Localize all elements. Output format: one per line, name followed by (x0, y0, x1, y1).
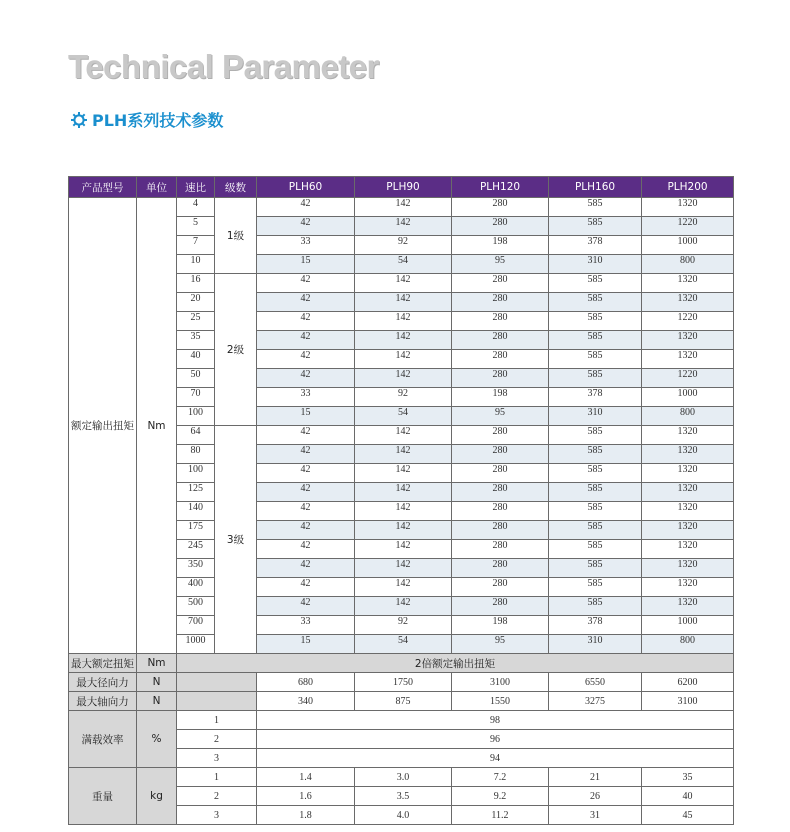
radial-force-blank (177, 673, 257, 692)
torque-value: 1320 (642, 445, 734, 464)
torque-value: 1000 (642, 236, 734, 255)
max-torque-row (69, 654, 734, 673)
torque-value: 42 (257, 445, 355, 464)
torque-value: 585 (549, 274, 642, 293)
torque-value: 280 (452, 559, 549, 578)
torque-value: 585 (549, 502, 642, 521)
torque-value: 280 (452, 312, 549, 331)
torque-value: 198 (452, 236, 549, 255)
torque-value: 585 (549, 217, 642, 236)
torque-value: 1220 (642, 217, 734, 236)
ratio-cell: 35 (177, 331, 215, 350)
torque-value: 1220 (642, 369, 734, 388)
ratio-cell: 16 (177, 274, 215, 293)
ratio-cell: 175 (177, 521, 215, 540)
ratio-cell: 70 (177, 388, 215, 407)
torque-value: 54 (355, 635, 452, 654)
torque-value: 33 (257, 388, 355, 407)
torque-value: 142 (355, 464, 452, 483)
radial-force-label: 最大径向力 (69, 673, 137, 692)
efficiency-row (69, 711, 734, 730)
max-torque-unit: Nm (137, 654, 177, 673)
torque-value: 42 (257, 540, 355, 559)
torque-value: 1220 (642, 312, 734, 331)
torque-value: 585 (549, 540, 642, 559)
radial-force-value: 6550 (549, 673, 642, 692)
ratio-cell: 5 (177, 217, 215, 236)
section-title-text: PLH系列技术参数 (92, 111, 224, 130)
weight-unit: kg (137, 768, 177, 825)
torque-value: 1320 (642, 350, 734, 369)
torque-value: 585 (549, 597, 642, 616)
efficiency-stage: 3 (177, 749, 257, 768)
weight-stage: 1 (177, 768, 257, 787)
torque-value: 800 (642, 635, 734, 654)
efficiency-unit: % (137, 711, 177, 768)
torque-value: 1000 (642, 388, 734, 407)
ratio-cell: 7 (177, 236, 215, 255)
torque-value: 280 (452, 350, 549, 369)
torque-value: 92 (355, 616, 452, 635)
torque-value: 800 (642, 255, 734, 274)
efficiency-value: 94 (257, 749, 734, 768)
torque-value: 15 (257, 635, 355, 654)
torque-value: 142 (355, 312, 452, 331)
torque-value: 585 (549, 350, 642, 369)
ratio-cell: 64 (177, 426, 215, 445)
header-unit: 单位 (137, 177, 177, 198)
axial-force-blank (177, 692, 257, 711)
torque-value: 310 (549, 255, 642, 274)
torque-value: 15 (257, 407, 355, 426)
axial-force-value: 3275 (549, 692, 642, 711)
torque-value: 378 (549, 616, 642, 635)
torque-value: 142 (355, 559, 452, 578)
stage-label: 3级 (215, 426, 257, 654)
header-model: 产品型号 (69, 177, 137, 198)
parameter-table (68, 176, 734, 825)
torque-value: 54 (355, 407, 452, 426)
weight-value: 1.6 (257, 787, 355, 806)
torque-label: 额定输出扭矩 (69, 198, 137, 654)
torque-value: 142 (355, 578, 452, 597)
torque-value: 310 (549, 635, 642, 654)
weight-value: 1.4 (257, 768, 355, 787)
torque-value: 1320 (642, 426, 734, 445)
torque-value: 585 (549, 445, 642, 464)
torque-value: 42 (257, 331, 355, 350)
header-plh160: PLH160 (549, 177, 642, 198)
torque-value: 1320 (642, 331, 734, 350)
weight-value: 7.2 (452, 768, 549, 787)
ratio-cell: 100 (177, 407, 215, 426)
torque-value: 92 (355, 388, 452, 407)
ratio-cell: 245 (177, 540, 215, 559)
ratio-cell: 25 (177, 312, 215, 331)
radial-force-unit: N (137, 673, 177, 692)
radial-force-value: 6200 (642, 673, 734, 692)
ratio-cell: 80 (177, 445, 215, 464)
torque-value: 95 (452, 255, 549, 274)
torque-value: 280 (452, 502, 549, 521)
weight-value: 31 (549, 806, 642, 825)
ratio-cell: 50 (177, 369, 215, 388)
torque-value: 1320 (642, 293, 734, 312)
torque-value: 585 (549, 483, 642, 502)
torque-value: 142 (355, 274, 452, 293)
torque-value: 1320 (642, 502, 734, 521)
stage-label: 2级 (215, 274, 257, 426)
weight-stage: 3 (177, 806, 257, 825)
ratio-cell: 20 (177, 293, 215, 312)
torque-value: 42 (257, 578, 355, 597)
weight-value: 21 (549, 768, 642, 787)
ratio-cell: 1000 (177, 635, 215, 654)
torque-value: 280 (452, 445, 549, 464)
torque-value: 585 (549, 198, 642, 217)
torque-value: 142 (355, 293, 452, 312)
ratio-cell: 4 (177, 198, 215, 217)
torque-value: 800 (642, 407, 734, 426)
torque-value: 280 (452, 274, 549, 293)
torque-value: 42 (257, 198, 355, 217)
torque-value: 42 (257, 559, 355, 578)
torque-value: 54 (355, 255, 452, 274)
radial-force-row (69, 673, 734, 692)
torque-value: 42 (257, 426, 355, 445)
axial-force-value: 340 (257, 692, 355, 711)
torque-value: 1320 (642, 559, 734, 578)
torque-value: 1320 (642, 521, 734, 540)
torque-value: 280 (452, 369, 549, 388)
torque-value: 378 (549, 388, 642, 407)
torque-value: 1320 (642, 540, 734, 559)
stage-label: 1级 (215, 198, 257, 274)
header-plh90: PLH90 (355, 177, 452, 198)
axial-force-row (69, 692, 734, 711)
torque-value: 42 (257, 464, 355, 483)
axial-force-label: 最大轴向力 (69, 692, 137, 711)
torque-value: 280 (452, 217, 549, 236)
weight-value: 45 (642, 806, 734, 825)
torque-value: 42 (257, 597, 355, 616)
torque-value: 585 (549, 578, 642, 597)
torque-value: 15 (257, 255, 355, 274)
torque-value: 585 (549, 331, 642, 350)
radial-force-value: 680 (257, 673, 355, 692)
axial-force-value: 875 (355, 692, 452, 711)
torque-value: 33 (257, 236, 355, 255)
header-stage: 级数 (215, 177, 257, 198)
torque-value: 280 (452, 464, 549, 483)
torque-value: 378 (549, 236, 642, 255)
header-plh60: PLH60 (257, 177, 355, 198)
torque-value: 1320 (642, 274, 734, 293)
torque-value: 280 (452, 483, 549, 502)
torque-value: 1000 (642, 616, 734, 635)
torque-value: 142 (355, 426, 452, 445)
ratio-cell: 500 (177, 597, 215, 616)
torque-value: 142 (355, 369, 452, 388)
torque-value: 142 (355, 350, 452, 369)
torque-value: 310 (549, 407, 642, 426)
torque-value: 95 (452, 407, 549, 426)
max-torque-label: 最大额定扭矩 (69, 654, 137, 673)
header-ratio: 速比 (177, 177, 215, 198)
torque-value: 95 (452, 635, 549, 654)
ratio-cell: 40 (177, 350, 215, 369)
table-header (69, 177, 734, 198)
efficiency-stage: 1 (177, 711, 257, 730)
radial-force-value: 3100 (452, 673, 549, 692)
torque-value: 42 (257, 293, 355, 312)
torque-value: 142 (355, 483, 452, 502)
torque-value: 42 (257, 350, 355, 369)
axial-force-value: 1550 (452, 692, 549, 711)
torque-value: 142 (355, 445, 452, 464)
torque-value: 585 (549, 312, 642, 331)
ratio-cell: 100 (177, 464, 215, 483)
torque-value: 33 (257, 616, 355, 635)
weight-value: 11.2 (452, 806, 549, 825)
torque-value: 1320 (642, 483, 734, 502)
torque-value: 42 (257, 502, 355, 521)
torque-value: 142 (355, 198, 452, 217)
torque-value: 280 (452, 521, 549, 540)
ratio-cell: 125 (177, 483, 215, 502)
torque-value: 198 (452, 616, 549, 635)
torque-value: 280 (452, 426, 549, 445)
torque-value: 92 (355, 236, 452, 255)
page-heading: Technical Parameter (68, 48, 379, 85)
torque-value: 142 (355, 521, 452, 540)
weight-label: 重量 (69, 768, 137, 825)
torque-value: 42 (257, 521, 355, 540)
torque-value: 42 (257, 369, 355, 388)
efficiency-value: 96 (257, 730, 734, 749)
header-plh120: PLH120 (452, 177, 549, 198)
max-torque-value: 2倍额定输出扭矩 (177, 654, 734, 673)
header-plh200: PLH200 (642, 177, 734, 198)
ratio-cell: 10 (177, 255, 215, 274)
section-title (70, 108, 223, 131)
weight-value: 26 (549, 787, 642, 806)
torque-value: 42 (257, 312, 355, 331)
torque-value: 585 (549, 426, 642, 445)
torque-value: 142 (355, 502, 452, 521)
ratio-cell: 400 (177, 578, 215, 597)
torque-value: 42 (257, 217, 355, 236)
gear-icon (70, 111, 88, 129)
torque-value: 280 (452, 293, 549, 312)
torque-unit: Nm (137, 198, 177, 654)
weight-value: 3.5 (355, 787, 452, 806)
torque-value: 1320 (642, 198, 734, 217)
weight-row (69, 768, 734, 787)
efficiency-label: 满载效率 (69, 711, 137, 768)
torque-value: 42 (257, 274, 355, 293)
torque-value: 198 (452, 388, 549, 407)
efficiency-stage: 2 (177, 730, 257, 749)
weight-value: 40 (642, 787, 734, 806)
torque-value: 585 (549, 559, 642, 578)
torque-value: 142 (355, 331, 452, 350)
torque-value: 280 (452, 331, 549, 350)
torque-value: 280 (452, 597, 549, 616)
weight-value: 35 (642, 768, 734, 787)
torque-value: 585 (549, 293, 642, 312)
torque-value: 585 (549, 521, 642, 540)
torque-value: 280 (452, 578, 549, 597)
axial-force-value: 3100 (642, 692, 734, 711)
ratio-cell: 140 (177, 502, 215, 521)
torque-value: 142 (355, 597, 452, 616)
weight-value: 4.0 (355, 806, 452, 825)
torque-value: 280 (452, 540, 549, 559)
torque-value: 1320 (642, 597, 734, 616)
weight-value: 1.8 (257, 806, 355, 825)
ratio-cell: 350 (177, 559, 215, 578)
torque-value: 585 (549, 464, 642, 483)
torque-value: 142 (355, 540, 452, 559)
radial-force-value: 1750 (355, 673, 452, 692)
torque-value: 280 (452, 198, 549, 217)
table-row (69, 198, 734, 217)
weight-value: 3.0 (355, 768, 452, 787)
torque-value: 142 (355, 217, 452, 236)
weight-stage: 2 (177, 787, 257, 806)
weight-value: 9.2 (452, 787, 549, 806)
efficiency-value: 98 (257, 711, 734, 730)
torque-value: 1320 (642, 464, 734, 483)
torque-value: 1320 (642, 578, 734, 597)
torque-value: 42 (257, 483, 355, 502)
axial-force-unit: N (137, 692, 177, 711)
torque-value: 585 (549, 369, 642, 388)
ratio-cell: 700 (177, 616, 215, 635)
